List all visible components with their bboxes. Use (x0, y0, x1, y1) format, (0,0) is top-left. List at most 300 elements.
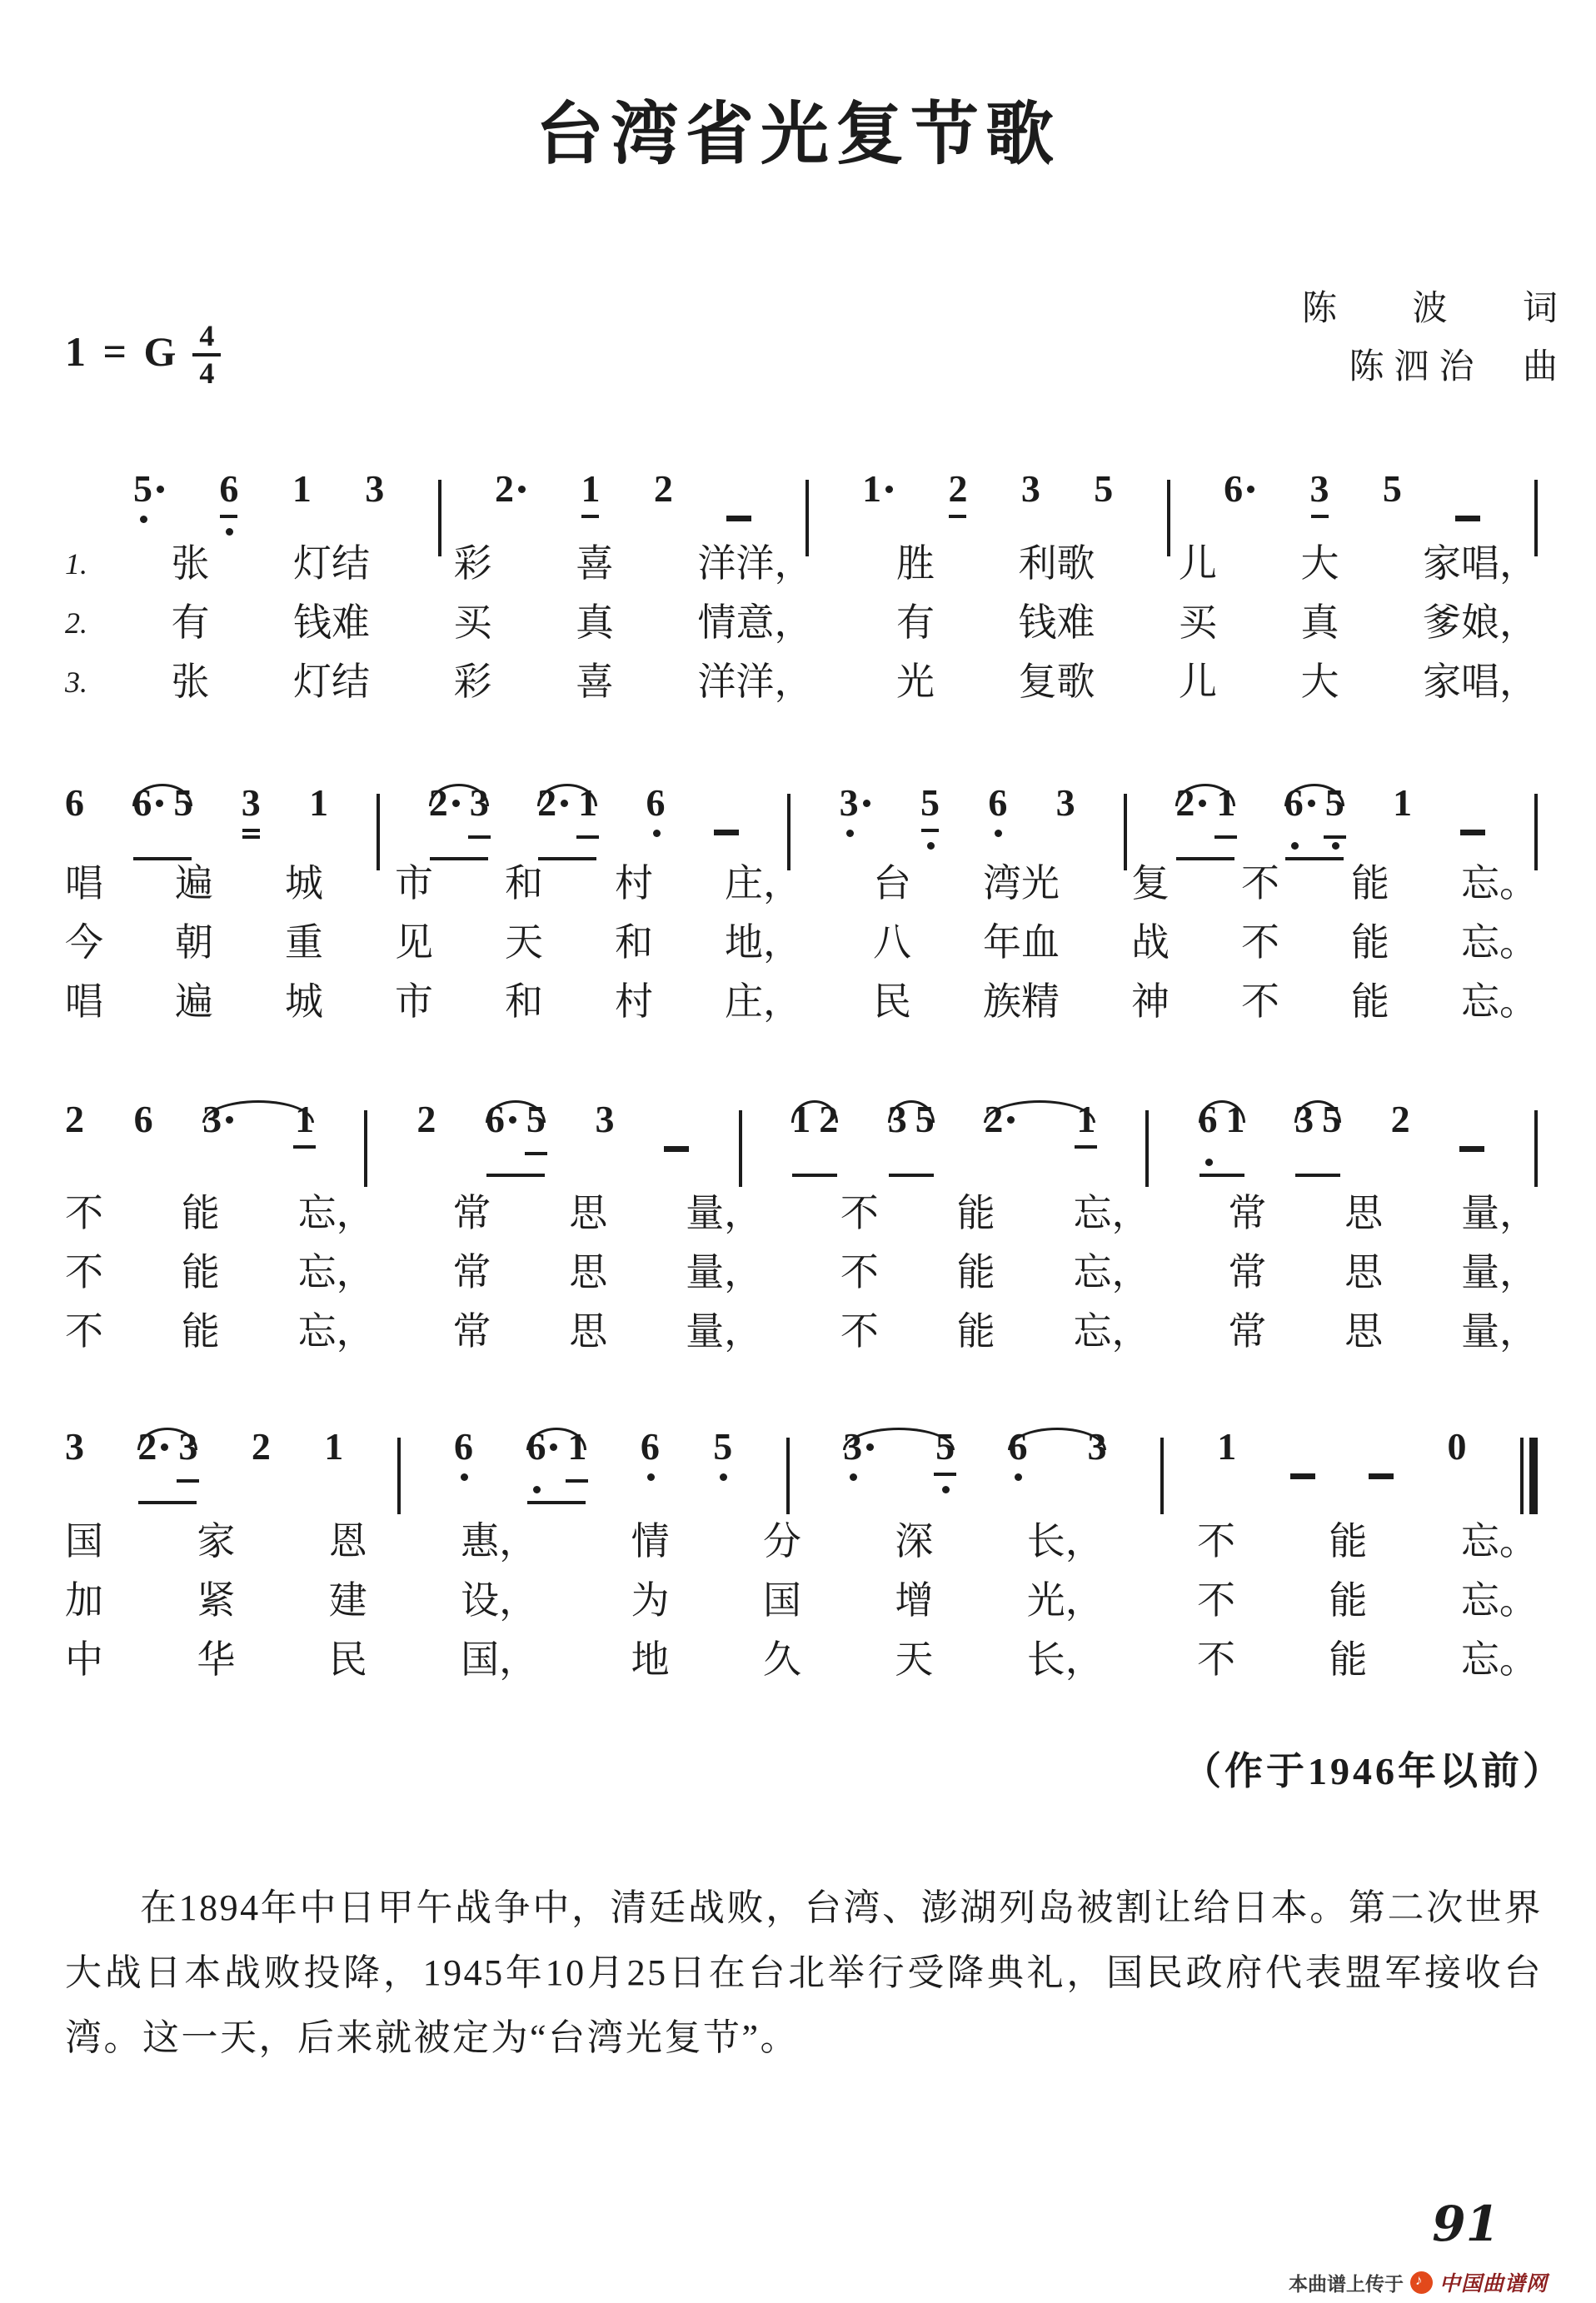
lyrics-row (65, 1189, 1538, 1239)
lyric-syllable: 长， (1026, 1638, 1104, 1681)
lyric-syllable: 能 (956, 1192, 995, 1234)
note-group-notes (137, 1426, 197, 1468)
music-note (365, 468, 384, 510)
lyric-syllable: 胜 (896, 542, 935, 585)
lyrics-row (65, 1518, 1538, 1568)
low-octave-dot (226, 528, 233, 536)
lyric-syllable: 国 (762, 1579, 801, 1622)
music-note-token (134, 1070, 153, 1164)
dash-mark (1290, 1473, 1315, 1479)
music-note-token (1094, 440, 1113, 533)
music-note-token (324, 1398, 343, 1491)
lyric-syllable: 村 (615, 980, 653, 1023)
note-digit: 2 (137, 1425, 157, 1468)
note-underline (949, 515, 966, 518)
note-digit: 3 (202, 1098, 222, 1140)
note-digit: 1 (791, 1098, 811, 1140)
note-digit: 2 (948, 467, 968, 510)
time-signature-denominator: 4 (199, 356, 215, 390)
lyric-syllable: 量， (1460, 1251, 1538, 1294)
barline-mark (739, 1110, 742, 1187)
note-group (791, 1070, 838, 1164)
note-group (137, 1398, 197, 1491)
music-note-token (1217, 1398, 1236, 1491)
note-digit: 5 (935, 1425, 955, 1468)
lyric-syllable: 思 (569, 1192, 608, 1234)
lyric-syllable: 常 (1228, 1251, 1267, 1294)
music-note-token (862, 440, 895, 533)
dash-extension (1290, 1398, 1315, 1491)
lyric-syllable: 城 (285, 862, 323, 905)
lyric-syllable: 不 (65, 1192, 103, 1234)
music-note-token (65, 1070, 84, 1164)
lyric-syllable: 天 (895, 1638, 934, 1681)
barline (786, 1398, 790, 1491)
watermark (1289, 2267, 1548, 2297)
music-note-token (654, 440, 673, 533)
note-digit: 3 (839, 781, 859, 824)
music-note (646, 782, 666, 824)
music-note (840, 782, 872, 824)
note-digit: 1 (1076, 1098, 1096, 1140)
music-note (454, 1426, 473, 1468)
barline (1145, 1070, 1149, 1164)
lyric-syllable: 能 (1351, 862, 1389, 905)
music-note-token (309, 754, 328, 847)
music-note-token (1021, 440, 1040, 533)
lyric-syllable: 能 (181, 1192, 220, 1234)
music-note-token (1448, 1398, 1467, 1491)
barline-mark (786, 1438, 790, 1514)
lyric-syllable: 久 (762, 1638, 801, 1681)
music-note-token (65, 1398, 84, 1491)
music-note-token (1383, 440, 1402, 533)
note-digit: 3 (843, 1425, 863, 1468)
lyric-syllable: 市 (395, 862, 433, 905)
note-underline (934, 1473, 956, 1476)
lyric-syllable: 思 (1344, 1251, 1384, 1294)
music-note (948, 468, 967, 510)
note-digit: 5 (526, 1098, 546, 1140)
song-title: 台湾省光复节歌 (535, 97, 1060, 172)
barline (1124, 754, 1127, 847)
dash-extension (1459, 1070, 1484, 1164)
music-disc-icon (1410, 2271, 1433, 2294)
music-note-token (454, 1398, 473, 1491)
lyric-syllable: 忘， (1073, 1192, 1150, 1234)
lyric-syllable: 民 (873, 980, 911, 1023)
credits (1302, 280, 1568, 396)
note-underline (242, 829, 260, 832)
note-group-notes (791, 1099, 838, 1140)
lyric-syllable: 利歌 (1018, 542, 1095, 585)
composer-credit: 陈泗治 曲 (1349, 348, 1568, 386)
note-digit: 2 (428, 781, 448, 824)
lyric-syllable: 有 (171, 601, 210, 644)
lyric-syllable: 紧 (197, 1579, 236, 1622)
note-group (984, 1070, 1095, 1164)
lyric-syllable: 重 (285, 921, 323, 964)
low-octave-dot (653, 830, 661, 837)
lyric-syllable: 朝 (175, 921, 213, 964)
music-note-token (948, 440, 967, 533)
music-note (292, 468, 312, 510)
note-digit: 3 (365, 467, 385, 510)
note-digit: 1 (292, 467, 312, 510)
lyric-syllable: 能 (1329, 1579, 1368, 1622)
lyric-syllable: 思 (569, 1310, 608, 1353)
note-digit: 1 (295, 1098, 315, 1140)
music-note-token (920, 754, 940, 847)
note-digit: 3 (469, 781, 489, 824)
lyric-syllable: 华 (197, 1638, 236, 1681)
note-group (1199, 1070, 1245, 1164)
lyric-syllable: 庄， (725, 980, 801, 1023)
note-group (1175, 754, 1235, 847)
music-note (242, 782, 261, 824)
lyric-syllable: 不 (840, 1310, 879, 1353)
music-note-token (133, 440, 166, 533)
lyric-syllable: 情 (631, 1520, 670, 1563)
verse-number: 2. (65, 606, 87, 640)
lyric-syllable: 天 (505, 921, 543, 964)
lyric-syllable: 彩 (453, 660, 492, 703)
note-group (202, 1070, 314, 1164)
note-digit: 5 (713, 1425, 733, 1468)
note-group-notes (843, 1426, 955, 1468)
lyric-syllable: 能 (956, 1310, 995, 1353)
note-digit: 1 (1216, 781, 1236, 824)
music-note (1094, 468, 1113, 510)
lyric-syllable: 不 (1241, 862, 1279, 905)
music-note (988, 782, 1007, 824)
lyric-syllable: 能 (1351, 921, 1389, 964)
music-note (920, 782, 940, 824)
lyric-syllable: 真 (1300, 601, 1339, 644)
note-underline (1075, 1145, 1097, 1149)
note-digit: 2 (1175, 781, 1195, 824)
note-digit: 1 (1393, 781, 1413, 824)
lyric-syllable: 不 (840, 1251, 879, 1294)
lyric-syllable: 思 (569, 1251, 608, 1294)
note-group (537, 754, 597, 847)
music-note-token (1310, 440, 1329, 533)
note-digit: 3 (1087, 1425, 1107, 1468)
music-note (252, 1426, 271, 1468)
lyric-syllable: 张 (171, 542, 210, 585)
music-note-token (581, 440, 600, 533)
lyric-syllable: 忘。 (1461, 980, 1538, 1023)
music-note (1393, 782, 1412, 824)
lyric-syllable: 量， (686, 1251, 763, 1294)
note-digit: 1 (578, 781, 598, 824)
lyric-syllable: 忘， (297, 1310, 375, 1353)
lyric-syllable: 钱难 (293, 601, 370, 644)
dotted-note-dot (152, 468, 166, 510)
lyric-syllable: 儿 (1179, 542, 1217, 585)
low-octave-dot (1291, 842, 1299, 850)
lyric-syllable: 常 (452, 1310, 491, 1353)
music-note (219, 468, 238, 510)
verse-number: 1. (65, 547, 87, 581)
lyric-syllable: 忘。 (1460, 1520, 1538, 1563)
note-digit: 1 (862, 467, 882, 510)
dash-mark (726, 516, 751, 521)
music-note-token (988, 754, 1007, 847)
music-note-token (1393, 754, 1412, 847)
low-octave-dot (995, 830, 1002, 837)
note-digit: 5 (1094, 467, 1114, 510)
group-underline (889, 1174, 934, 1177)
note-digit: 3 (241, 781, 261, 824)
low-octave-dot (846, 830, 854, 837)
music-note-token (840, 754, 872, 847)
lyric-syllable: 战 (1131, 921, 1170, 964)
dash-extension (726, 440, 751, 533)
note-digit: 6 (65, 781, 84, 824)
lyric-syllable: 深 (895, 1520, 934, 1563)
note-digit: 3 (595, 1098, 615, 1140)
final-barline (1520, 1398, 1538, 1491)
lyric-syllable: 能 (181, 1251, 220, 1294)
note-digit: 1 (309, 781, 329, 824)
lyric-syllable: 不 (1197, 1520, 1236, 1563)
note-underline-2 (1214, 835, 1237, 839)
barline (1534, 440, 1538, 533)
note-digit: 3 (887, 1098, 907, 1140)
music-note (1021, 468, 1040, 510)
lyric-syllable: 建 (328, 1579, 367, 1622)
note-group-notes (132, 782, 192, 824)
note-digit: 6 (454, 1425, 474, 1468)
note-digit: 5 (133, 467, 152, 510)
dash-extension (1369, 1398, 1394, 1491)
music-note-token (416, 1070, 436, 1164)
dash-mark (714, 830, 739, 835)
lyric-syllable: 彩 (453, 542, 492, 585)
music-note (133, 468, 166, 510)
music-note-token (365, 440, 384, 533)
lyric-syllable: 能 (181, 1310, 220, 1353)
lyric-syllable: 买 (453, 601, 492, 644)
group-underline (486, 1174, 545, 1177)
barline-mark (364, 1110, 367, 1187)
lyric-syllable: 村 (615, 862, 653, 905)
note-digit: 1 (1217, 1425, 1237, 1468)
note-group-notes (1284, 782, 1344, 824)
lyric-syllable: 常 (452, 1192, 491, 1234)
music-note-token (292, 440, 312, 533)
music-note (65, 1099, 84, 1140)
barline (787, 754, 791, 847)
barline (1160, 1398, 1164, 1491)
barline-mark (1534, 1110, 1538, 1187)
lyric-syllable: 洋洋， (697, 542, 813, 585)
music-line-1 (133, 440, 1538, 533)
low-octave-dot (850, 1473, 857, 1481)
note-digit: 2 (495, 467, 515, 510)
lyric-syllable: 忘， (1073, 1251, 1150, 1294)
barline-mark (1160, 1438, 1164, 1514)
lyrics-row (65, 919, 1538, 969)
note-digit: 6 (132, 781, 152, 824)
lyrics-row (65, 658, 1538, 708)
music-note-token (713, 1398, 732, 1491)
music-note (1217, 1426, 1236, 1468)
note-digit: 3 (178, 1425, 198, 1468)
barline-mark (397, 1438, 401, 1514)
lyric-syllable: 思 (1344, 1310, 1384, 1353)
lyric-syllable: 惠， (461, 1520, 538, 1563)
lyrics-row (65, 978, 1538, 1028)
note-digit: 2 (251, 1425, 271, 1468)
lyric-syllable: 家唱， (1423, 542, 1538, 585)
music-note (641, 1426, 660, 1468)
note-digit: 6 (1224, 467, 1244, 510)
note-group-notes (1294, 1099, 1341, 1140)
note-underline-2 (566, 1479, 588, 1483)
lyric-syllable: 唱 (65, 980, 103, 1023)
lyric-syllable: 为 (631, 1579, 670, 1622)
lyric-syllable: 不 (840, 1192, 879, 1234)
lyric-syllable: 忘。 (1461, 862, 1538, 905)
lyric-syllable: 地 (631, 1638, 670, 1681)
music-line-2 (65, 754, 1538, 847)
music-note-token (595, 1070, 614, 1164)
note-digit: 5 (920, 781, 940, 824)
dash-extension (714, 754, 739, 847)
note-digit: 3 (65, 1425, 84, 1468)
lyric-syllable: 儿 (1179, 660, 1217, 703)
lyric-syllable: 设， (461, 1579, 538, 1622)
lyric-syllable: 长， (1026, 1520, 1104, 1563)
final-barline-marks (1520, 1426, 1538, 1514)
note-digit: 6 (526, 1425, 546, 1468)
lyric-syllable: 国， (461, 1638, 538, 1681)
low-octave-dot (942, 1486, 950, 1493)
dash-mark (664, 1146, 689, 1152)
group-underline (138, 1501, 197, 1504)
note-digit: 6 (1198, 1098, 1218, 1140)
dotted-note-dot (859, 782, 872, 824)
note-digit: 2 (416, 1098, 436, 1140)
note-underline (921, 829, 939, 832)
music-line-4 (65, 1398, 1538, 1491)
note-underline-2 (177, 1479, 199, 1483)
barline (1534, 754, 1538, 847)
lyric-syllable: 忘， (297, 1251, 375, 1294)
music-note-token (242, 754, 261, 847)
lyric-syllable: 大 (1300, 660, 1339, 703)
note-group (843, 1398, 955, 1491)
dotted-note-dot (1243, 468, 1256, 510)
music-note (1383, 468, 1402, 510)
lyrics-group-4 (65, 1518, 1538, 1695)
lyric-syllable: 真 (576, 601, 614, 644)
note-digit: 2 (819, 1098, 839, 1140)
note-digit: 1 (324, 1425, 344, 1468)
historical-footnote: 在1894年中日甲午战争中，清廷战败，台湾、澎湖列岛被割让给日本。第二次世界大战日本战败投降，1945年10月25日在台北举行受降典礼，国民政府代表盟军接收台湾。这一天，后来就被定为“台湾光复节”。 (65, 1887, 1543, 2058)
note-digit: 3 (1020, 467, 1040, 510)
note-underline (293, 1145, 316, 1149)
lyrics-group-3 (65, 1189, 1538, 1367)
lyrics-row (65, 540, 1538, 590)
note-digit: 5 (1382, 467, 1402, 510)
lyric-syllable: 张 (171, 660, 210, 703)
note-digit: 5 (915, 1098, 935, 1140)
lyric-syllable: 不 (1241, 921, 1279, 964)
note-underline-2 (525, 1152, 547, 1155)
lyric-syllable: 遍 (175, 980, 213, 1023)
lyric-syllable: 忘。 (1460, 1579, 1538, 1622)
lyric-syllable: 能 (956, 1251, 995, 1294)
music-note-token (1224, 440, 1256, 533)
dash-mark (1459, 1146, 1484, 1152)
lyric-syllable: 家唱， (1423, 660, 1538, 703)
music-note (595, 1099, 614, 1140)
barline (397, 1398, 401, 1491)
lyric-syllable: 忘。 (1461, 921, 1538, 964)
music-note (324, 1426, 343, 1468)
music-note-token (1056, 754, 1075, 847)
group-underline (792, 1174, 837, 1177)
verse-number: 3. (65, 665, 87, 699)
thin-bar (1520, 1438, 1524, 1514)
lyric-syllable: 常 (1228, 1192, 1267, 1234)
note-group (1008, 1398, 1106, 1491)
music-note (862, 468, 895, 510)
barline (739, 1070, 742, 1164)
barline (1534, 1070, 1538, 1164)
group-underline (527, 1501, 586, 1504)
dash-extension (1460, 754, 1485, 847)
music-note-token (495, 440, 527, 533)
lyric-syllable: 八 (873, 921, 911, 964)
note-underline-2 (576, 835, 599, 839)
note-digit: 2 (653, 467, 673, 510)
note-digit: 6 (219, 467, 239, 510)
note-digit: 0 (1447, 1425, 1467, 1468)
low-octave-dot (720, 1473, 727, 1481)
note-digit: 3 (1294, 1098, 1314, 1140)
music-note (1448, 1426, 1467, 1468)
barline (364, 1070, 367, 1164)
note-digit: 6 (133, 1098, 153, 1140)
music-note-token (219, 440, 238, 533)
lyric-syllable: 湾光 (983, 862, 1060, 905)
watermark-text: 本曲谱上传于 (1288, 2272, 1404, 2295)
dash-mark (1460, 830, 1485, 835)
music-note (65, 1426, 84, 1468)
lyric-syllable: 大 (1300, 542, 1339, 585)
note-underline-2 (468, 835, 491, 839)
lyric-syllable: 市 (395, 980, 433, 1023)
low-octave-dot (461, 1473, 468, 1481)
note-underline (1311, 515, 1329, 518)
lyric-syllable: 不 (1197, 1579, 1236, 1622)
lyric-syllable: 复 (1131, 862, 1170, 905)
note-digit: 5 (1322, 1098, 1342, 1140)
note-group-notes (984, 1099, 1095, 1140)
note-group-notes (1199, 1099, 1245, 1140)
note-underline-2 (242, 835, 260, 839)
music-note (581, 468, 600, 510)
music-note (416, 1099, 436, 1140)
lyric-syllable: 钱难 (1018, 601, 1095, 644)
music-note-token (252, 1398, 271, 1491)
low-octave-dot (927, 842, 935, 850)
barline (1167, 440, 1170, 533)
